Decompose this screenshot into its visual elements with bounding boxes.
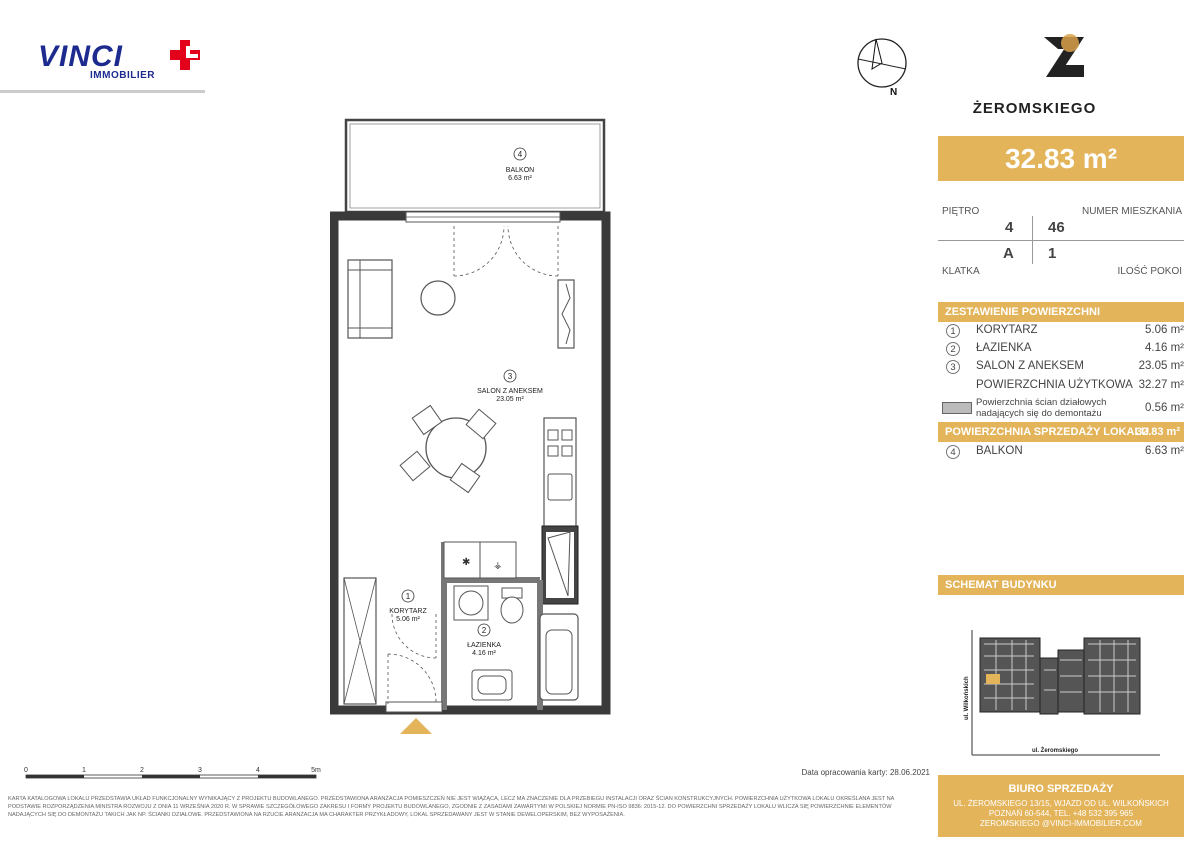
balcony-row xyxy=(946,444,1184,462)
disclaimer-text: KARTA KATALOGOWA LOKALU PRZEDSTAWIA UKŁAD FUNKCJONALNY WYNIKAJĄCY Z PROJEKTU BUDOWLANEGO. PRZEDSTAWIONA ARANŻACJA POMIESZCZEŃ NIE JEST WIĄŻĄCA, LECZ MA ZNACZENIE DLA PRZEBIEGU INSTALACJI ORAZ ŚCIAN KONSTRUKCYJNYCH. POWIERZCHNIA UŻYTKOWA LOKALU OKREŚLANA JEST NA PODSTAWIE ROZPORZĄDZENIA MINISTRA ROZWOJU Z DNIA 11 WRZEŚNIA 2020 R. W SPRAWIE SZCZEGÓŁOWEGO ZAKRESU I FORMY PROJEKTU BUDOWLANEGO, ZGODNIE Z ZASADAMI ZAWARTYMI W POLSKIEJ NORMIE PN-ISO 9836: 2015-12. DO POWIERZCHNI SPRZEDAŻY LOKALU WLICZA SIĘ POWIERZCHNIE ELEMENTÓW NADAJĄCYCH SIĘ DO DEMONTAŻU TAKICH JAK NP. ŚCIANKI DZIAŁOWE. PRZEDSTAWIONA NA RZUCIE ARANŻACJA MA CHARAKTER PRZYKŁADOWY, LOKAL SPRZEDAWANY JEST W STANIE DEWELOPERSKIM, BEZ WYPOSAŻENIA. xyxy=(8,796,895,818)
demolition-walls-label xyxy=(976,397,1106,419)
room-number: 2 xyxy=(946,342,960,356)
room-number: 3 xyxy=(946,360,960,374)
brand-logo xyxy=(962,25,1107,125)
salon-num: 3 xyxy=(507,372,513,381)
stair-label: KLATKA xyxy=(942,266,980,277)
room-name: ŁAZIENKA xyxy=(976,342,1032,354)
vinci-cross-icon xyxy=(166,38,210,80)
scale-tick: 1 xyxy=(82,767,86,774)
rooms-value: 1 xyxy=(1048,245,1057,262)
floor-value: 4 xyxy=(1005,219,1014,236)
sales-office-phone: POZNAŃ 60-544, TEL. +48 532 395 965 xyxy=(988,809,1134,818)
room-area: 4.16 m² xyxy=(1145,342,1184,354)
balcony-num: 4 xyxy=(517,150,523,159)
room-area: 5.06 m² xyxy=(1145,324,1184,336)
total-area-badge: 32.83 m² xyxy=(938,136,1184,181)
summary-header: ZESTAWIENIE POWIERZCHNI xyxy=(938,302,1184,322)
creation-date: Data opracowania karty: 28.06.2021 xyxy=(801,768,930,777)
room-area: 23.05 m² xyxy=(1138,360,1184,372)
vinci-logo-sub: IMMOBILIER xyxy=(90,70,155,81)
vinci-logo-word: VINCI xyxy=(38,40,124,73)
header-band xyxy=(0,90,205,93)
floor-plan xyxy=(330,118,620,738)
unit-number-label: NUMER MIESZKANIA xyxy=(1081,206,1182,217)
room-name: KORYTARZ xyxy=(976,324,1038,336)
sale-area-label: POWIERZCHNIA SPRZEDAŻY LOKALU xyxy=(945,426,1150,438)
compass-icon xyxy=(852,35,914,99)
korytarz-area: 5.06 m² xyxy=(396,616,420,623)
demolition-walls-value: 0.56 m² xyxy=(1145,402,1184,414)
scale-bar xyxy=(22,765,332,785)
usable-area-row xyxy=(946,378,1184,396)
lazienka-name: ŁAZIENKA xyxy=(467,642,501,649)
street-horizontal-label: ul. Żeromskiego xyxy=(1032,748,1079,754)
brand-mark-icon xyxy=(1036,29,1096,85)
summary-row xyxy=(946,341,1184,359)
sales-office-box xyxy=(938,775,1184,837)
floor-label: PIĘTRO xyxy=(942,206,980,217)
usable-area-value: 32.27 m² xyxy=(1138,379,1184,391)
stair-value: A xyxy=(1003,245,1014,262)
sale-area-header xyxy=(938,422,1184,442)
sales-office-title: BIURO SPRZEDAŻY xyxy=(1008,783,1114,795)
scale-tick: 0 xyxy=(24,767,28,774)
lazienka-area: 4.16 m² xyxy=(472,650,496,657)
divider xyxy=(938,240,1184,241)
sales-office-address: UL. ŻEROMSKIEGO 13/15, WJAZD OD UL. WILKOŃSKICH xyxy=(953,799,1169,808)
brand-name: ŻEROMSKIEGO xyxy=(972,100,1097,117)
balcony-area: 6.63 m² xyxy=(508,175,532,182)
entrance-marker xyxy=(400,718,432,734)
demolition-walls-swatch xyxy=(942,402,972,414)
sales-office-email: ZEROMSKIEGO @VINCI-IMMOBILIER.COM xyxy=(980,819,1142,828)
building-schema xyxy=(960,630,1160,760)
korytarz-num: 1 xyxy=(405,592,411,601)
scale-tick: 3 xyxy=(198,767,202,774)
balcony-name: BALKON xyxy=(505,167,535,174)
walls-label-line: nadających się do demontażu xyxy=(976,408,1102,419)
room-name: BALKON xyxy=(976,445,1023,457)
scale-tick: 4 xyxy=(256,767,260,774)
room-number: 1 xyxy=(946,324,960,338)
room-number: 4 xyxy=(946,445,960,459)
unit-number-value: 46 xyxy=(1048,219,1065,236)
room-area: 6.63 m² xyxy=(1145,445,1184,457)
scale-tick: 2 xyxy=(140,767,144,774)
summary-row xyxy=(946,359,1184,377)
rooms-label: ILOŚĆ POKOI xyxy=(1117,266,1182,277)
balcony-outline xyxy=(346,120,604,212)
usable-area-label: POWIERZCHNIA UŻYTKOWA xyxy=(976,379,1133,391)
walls-label-line: Powierzchnia ścian działowych xyxy=(976,397,1107,408)
svg-text:⚶: ⚶ xyxy=(494,560,502,570)
divider xyxy=(1032,216,1033,264)
room-name: SALON Z ANEKSEM xyxy=(976,360,1085,372)
svg-text:✱: ✱ xyxy=(462,557,471,568)
korytarz-name: KORYTARZ xyxy=(389,608,427,615)
street-vertical-label: ul. Wilkońskich xyxy=(964,676,970,720)
vinci-logo xyxy=(38,38,208,88)
scale-tick: 5m xyxy=(311,767,321,774)
schema-header: SCHEMAT BUDYNKU xyxy=(938,575,1184,595)
compass-north-label: N xyxy=(890,87,898,98)
salon-area: 23.05 m² xyxy=(496,396,524,403)
summary-row xyxy=(946,323,1184,341)
sale-area-value: 32.83 m² xyxy=(1135,426,1180,438)
lazienka-num: 2 xyxy=(481,626,487,635)
salon-name: SALON Z ANEKSEM xyxy=(477,388,543,395)
